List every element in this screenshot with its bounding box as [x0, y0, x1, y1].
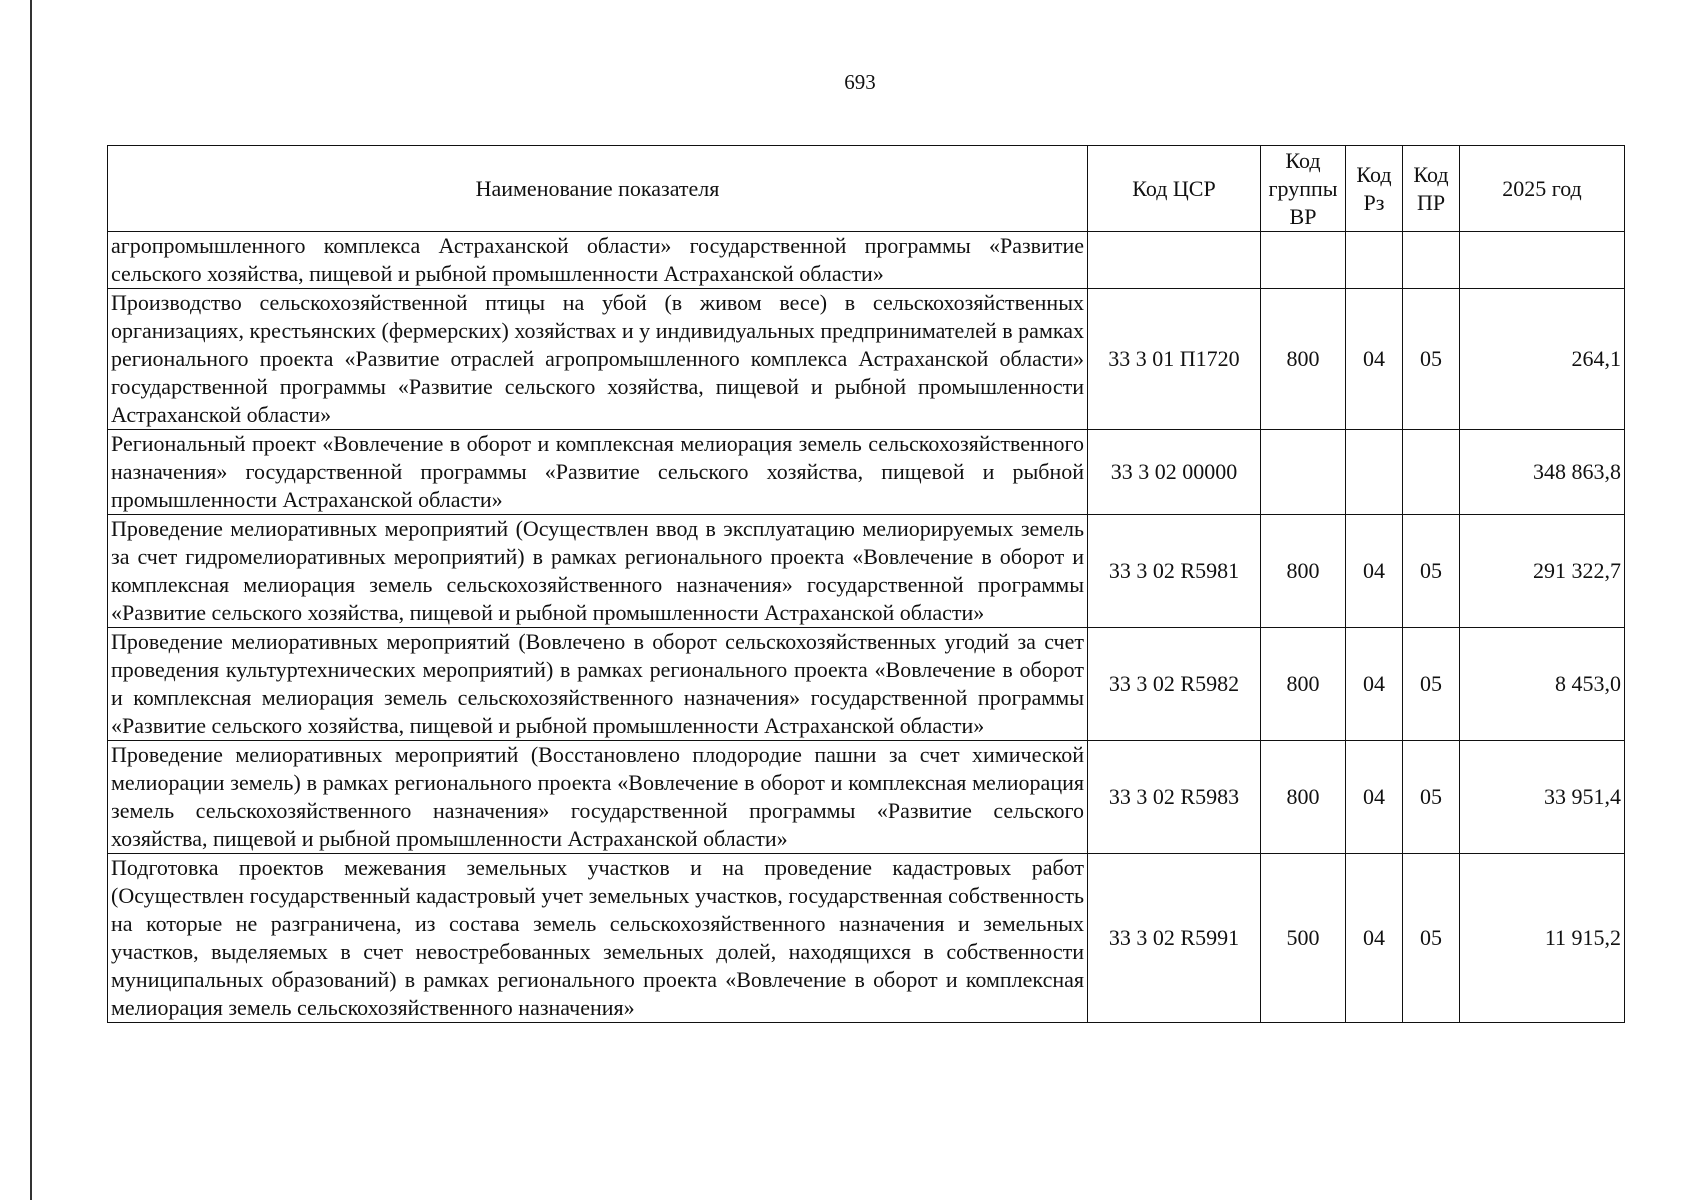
row-name-cell: агропромышленного комплекса Астраханской области» государственной программы «Развитие сельского хозяйства, пищевой и рыбной промышленности Астраханской области»: [108, 232, 1088, 289]
row-vr-cell: [1261, 232, 1346, 289]
table-header-row: [108, 146, 1625, 232]
row-pr-cell: 05: [1403, 741, 1460, 854]
row-rz-cell: 04: [1346, 854, 1403, 1023]
row-csr-cell: 33 3 02 R5983: [1088, 741, 1261, 854]
row-rz-cell: 04: [1346, 741, 1403, 854]
page-number: 693: [844, 70, 876, 94]
row-amount-cell: [1460, 232, 1625, 289]
header-year: 2025 год: [1460, 146, 1625, 232]
row-name-cell: Подготовка проектов межевания земельных участков и на проведение кадастровых работ (Осуществлен государственный кадастровый учет земельных участков, государственная собственность на которые не разграничена, из состава земель сельскохозяйственного назначения и земельных участков, выделяемых в счет невостребованных земельных долей, находящихся в собственности муниципальных образований) в рамках регионального проекта «Вовлечение в оборот и комплексная мелиорация земель сельскохозяйственного назначения»: [108, 854, 1088, 1023]
row-rz-cell: 04: [1346, 515, 1403, 628]
row-vr-cell: 800: [1261, 628, 1346, 741]
row-pr-cell: [1403, 232, 1460, 289]
table-row: [108, 430, 1625, 515]
table-row: [108, 515, 1625, 628]
table-row: [108, 854, 1625, 1023]
header-vr: Код группы ВР: [1261, 146, 1346, 232]
row-vr-cell: 800: [1261, 515, 1346, 628]
row-amount-cell: 264,1: [1460, 289, 1625, 430]
row-name-cell: Проведение мелиоративных мероприятий (Вовлечено в оборот сельскохозяйственных угодий за счет проведения культуртехнических мероприятий) в рамках регионального проекта «Вовлечение в оборот и комплексная мелиорация земель сельскохозяйственного назначения» государственной программы «Развитие сельского хозяйства, пищевой и рыбной промышленности Астраханской области»: [108, 628, 1088, 741]
table-row: [108, 232, 1625, 289]
table-row: [108, 628, 1625, 741]
table-row: [108, 289, 1625, 430]
row-pr-cell: 05: [1403, 854, 1460, 1023]
row-pr-cell: 05: [1403, 628, 1460, 741]
row-csr-cell: 33 3 02 00000: [1088, 430, 1261, 515]
row-rz-cell: 04: [1346, 289, 1403, 430]
row-amount-cell: 348 863,8: [1460, 430, 1625, 515]
row-pr-cell: 05: [1403, 515, 1460, 628]
row-vr-cell: 800: [1261, 741, 1346, 854]
row-csr-cell: 33 3 02 R5982: [1088, 628, 1261, 741]
row-vr-cell: 800: [1261, 289, 1346, 430]
header-csr: Код ЦСР: [1088, 146, 1261, 232]
table-body: [108, 232, 1625, 1023]
row-vr-cell: 500: [1261, 854, 1346, 1023]
row-rz-cell: 04: [1346, 628, 1403, 741]
header-rz: Код Рз: [1346, 146, 1403, 232]
table-row: [108, 741, 1625, 854]
row-amount-cell: 33 951,4: [1460, 741, 1625, 854]
row-rz-cell: [1346, 430, 1403, 515]
header-pr: Код ПР: [1403, 146, 1460, 232]
budget-table: [107, 145, 1625, 1023]
row-name-cell: Региональный проект «Вовлечение в оборот и комплексная мелиорация земель сельскохозяйственного назначения» государственной программы «Развитие сельского хозяйства, пищевой и рыбной промышленности Астраханской области»: [108, 430, 1088, 515]
row-pr-cell: [1403, 430, 1460, 515]
row-csr-cell: 33 3 02 R5981: [1088, 515, 1261, 628]
row-amount-cell: 291 322,7: [1460, 515, 1625, 628]
row-csr-cell: [1088, 232, 1261, 289]
row-csr-cell: 33 3 02 R5991: [1088, 854, 1261, 1023]
row-amount-cell: 8 453,0: [1460, 628, 1625, 741]
scan-edge-line: [30, 0, 32, 1200]
row-pr-cell: 05: [1403, 289, 1460, 430]
header-name: Наименование показателя: [108, 146, 1088, 232]
row-vr-cell: [1261, 430, 1346, 515]
row-name-cell: Проведение мелиоративных мероприятий (Осуществлен ввод в эксплуатацию мелиорируемых земель за счет гидромелиоративных мероприятий) в рамках регионального проекта «Вовлечение в оборот и комплексная мелиорация земель сельскохозяйственного назначения» государственной программы «Развитие сельского хозяйства, пищевой и рыбной промышленности Астраханской области»: [108, 515, 1088, 628]
row-rz-cell: [1346, 232, 1403, 289]
row-amount-cell: 11 915,2: [1460, 854, 1625, 1023]
row-name-cell: Производство сельскохозяйственной птицы на убой (в живом весе) в сельскохозяйственных организациях, крестьянских (фермерских) хозяйствах и у индивидуальных предпринимателей в рамках регионального проекта «Развитие отраслей агропромышленного комплекса Астраханской области» государственной программы «Развитие сельского хозяйства, пищевой и рыбной промышленности Астраханской области»: [108, 289, 1088, 430]
row-csr-cell: 33 3 01 П1720: [1088, 289, 1261, 430]
row-name-cell: Проведение мелиоративных мероприятий (Восстановлено плодородие пашни за счет химической мелиорации земель) в рамках регионального проекта «Вовлечение в оборот и комплексная мелиорация земель сельскохозяйственного назначения» государственной программы «Развитие сельского хозяйства, пищевой и рыбной промышленности Астраханской области»: [108, 741, 1088, 854]
